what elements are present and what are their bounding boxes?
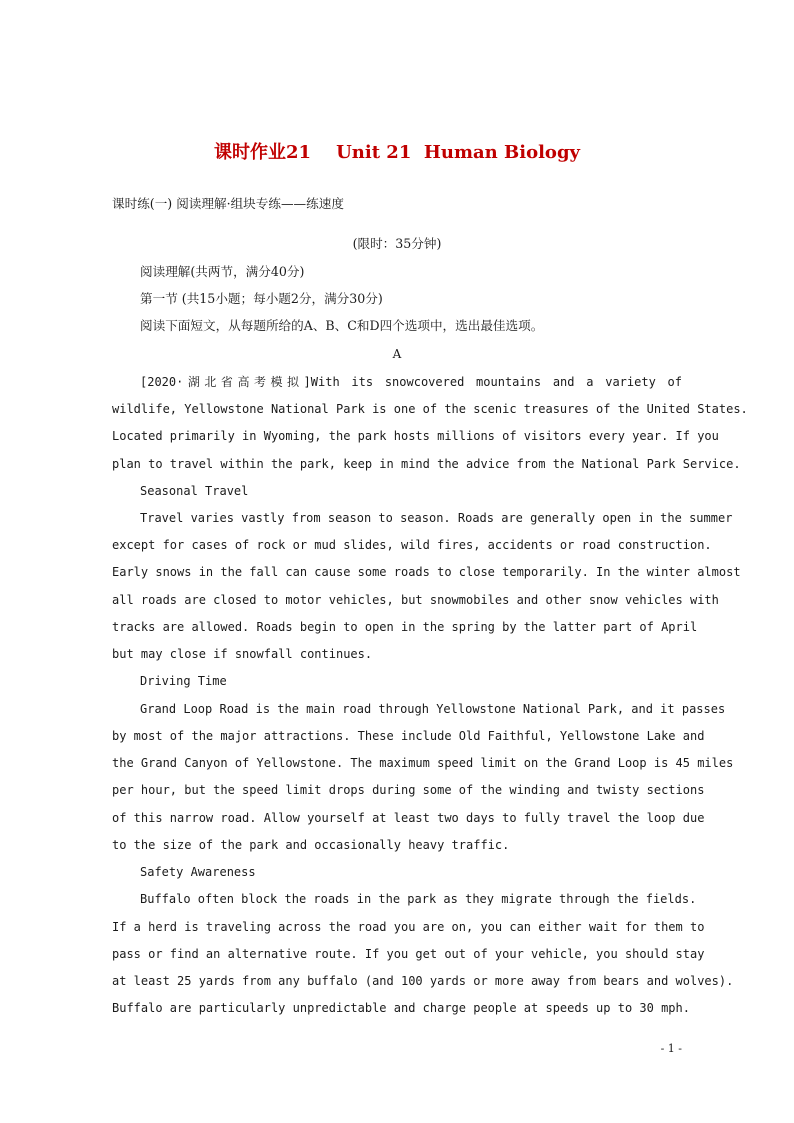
paragraph-line: but may close if snowfall continues. xyxy=(112,647,373,661)
paragraph-line: except for cases of rock or mud slides, wild fires, accidents or road construction. xyxy=(112,538,712,552)
paragraph-line: If a herd is traveling across the road you are on, you can either wait for them to xyxy=(112,920,705,934)
paragraph-line: to the size of the park and occasionally heavy traffic. xyxy=(112,838,510,852)
paragraph-line: at least 25 yards from any buffalo (and 100 yards or more away from bears and wolves). xyxy=(112,974,734,988)
exercise-subtitle: 课时练(一) 阅读理解·组块专练——练速度 xyxy=(112,196,344,211)
intro-line: Located primarily in Wyoming, the park hosts millions of visitors every year. If you xyxy=(112,429,719,443)
paragraph-line: of this narrow road. Allow yourself at least two days to fully travel the loop due xyxy=(112,811,705,825)
passage-label: A xyxy=(392,347,402,361)
intro-line: wildlife, Yellowstone National Park is one of the scenic treasures of the United States. xyxy=(112,402,748,416)
section-heading-safety: Safety Awareness xyxy=(140,865,256,879)
page-number: - 1 - xyxy=(660,1042,682,1055)
intro-line: [2020·湖北省高考模拟]With its snowcovered mountains and a variety of xyxy=(140,375,682,389)
paragraph-line: the Grand Canyon of Yellowstone. The maximum speed limit on the Grand Loop is 45 miles xyxy=(112,756,734,770)
paragraph-line: by most of the major attractions. These include Old Faithful, Yellowstone Lake and xyxy=(112,729,705,743)
time-limit: (限时：35分钟) xyxy=(352,236,442,251)
section-total: 阅读理解(共两节，满分40分) xyxy=(140,264,305,279)
paragraph-line: Grand Loop Road is the main road through Yellowstone National Park, and it passes xyxy=(140,702,726,716)
section-heading-seasonal: Seasonal Travel xyxy=(140,484,249,498)
paragraph-line: Early snows in the fall can cause some roads to close temporarily. In the winter almost xyxy=(112,565,741,579)
paragraph-line: Buffalo are particularly unpredictable and charge people at speeds up to 30 mph. xyxy=(112,1001,690,1015)
paragraph-line: Buffalo often block the roads in the park as they migrate through the fields. xyxy=(140,892,697,906)
intro-line: plan to travel within the park, keep in mind the advice from the National Park Service. xyxy=(112,457,741,471)
paragraph-line: all roads are closed to motor vehicles, but snowmobiles and other snow vehicles with xyxy=(112,593,719,607)
page-title: 课时作业21 Unit 21 Human Biology xyxy=(213,142,580,163)
paragraph-line: Travel varies vastly from season to season. Roads are generally open in the summer xyxy=(140,511,733,525)
section-heading-driving: Driving Time xyxy=(140,674,227,688)
instruction: 阅读下面短文，从每题所给的A、B、C和D四个选项中，选出最佳选项。 xyxy=(140,318,544,333)
paragraph-line: pass or find an alternative route. If you get out of your vehicle, you should stay xyxy=(112,947,705,961)
paragraph-line: tracks are allowed. Roads begin to open in the spring by the latter part of April xyxy=(112,620,698,634)
paragraph-line: per hour, but the speed limit drops during some of the winding and twisty sections xyxy=(112,783,705,797)
section-one-heading: 第一节 (共15小题；每小题2分，满分30分) xyxy=(140,291,383,306)
